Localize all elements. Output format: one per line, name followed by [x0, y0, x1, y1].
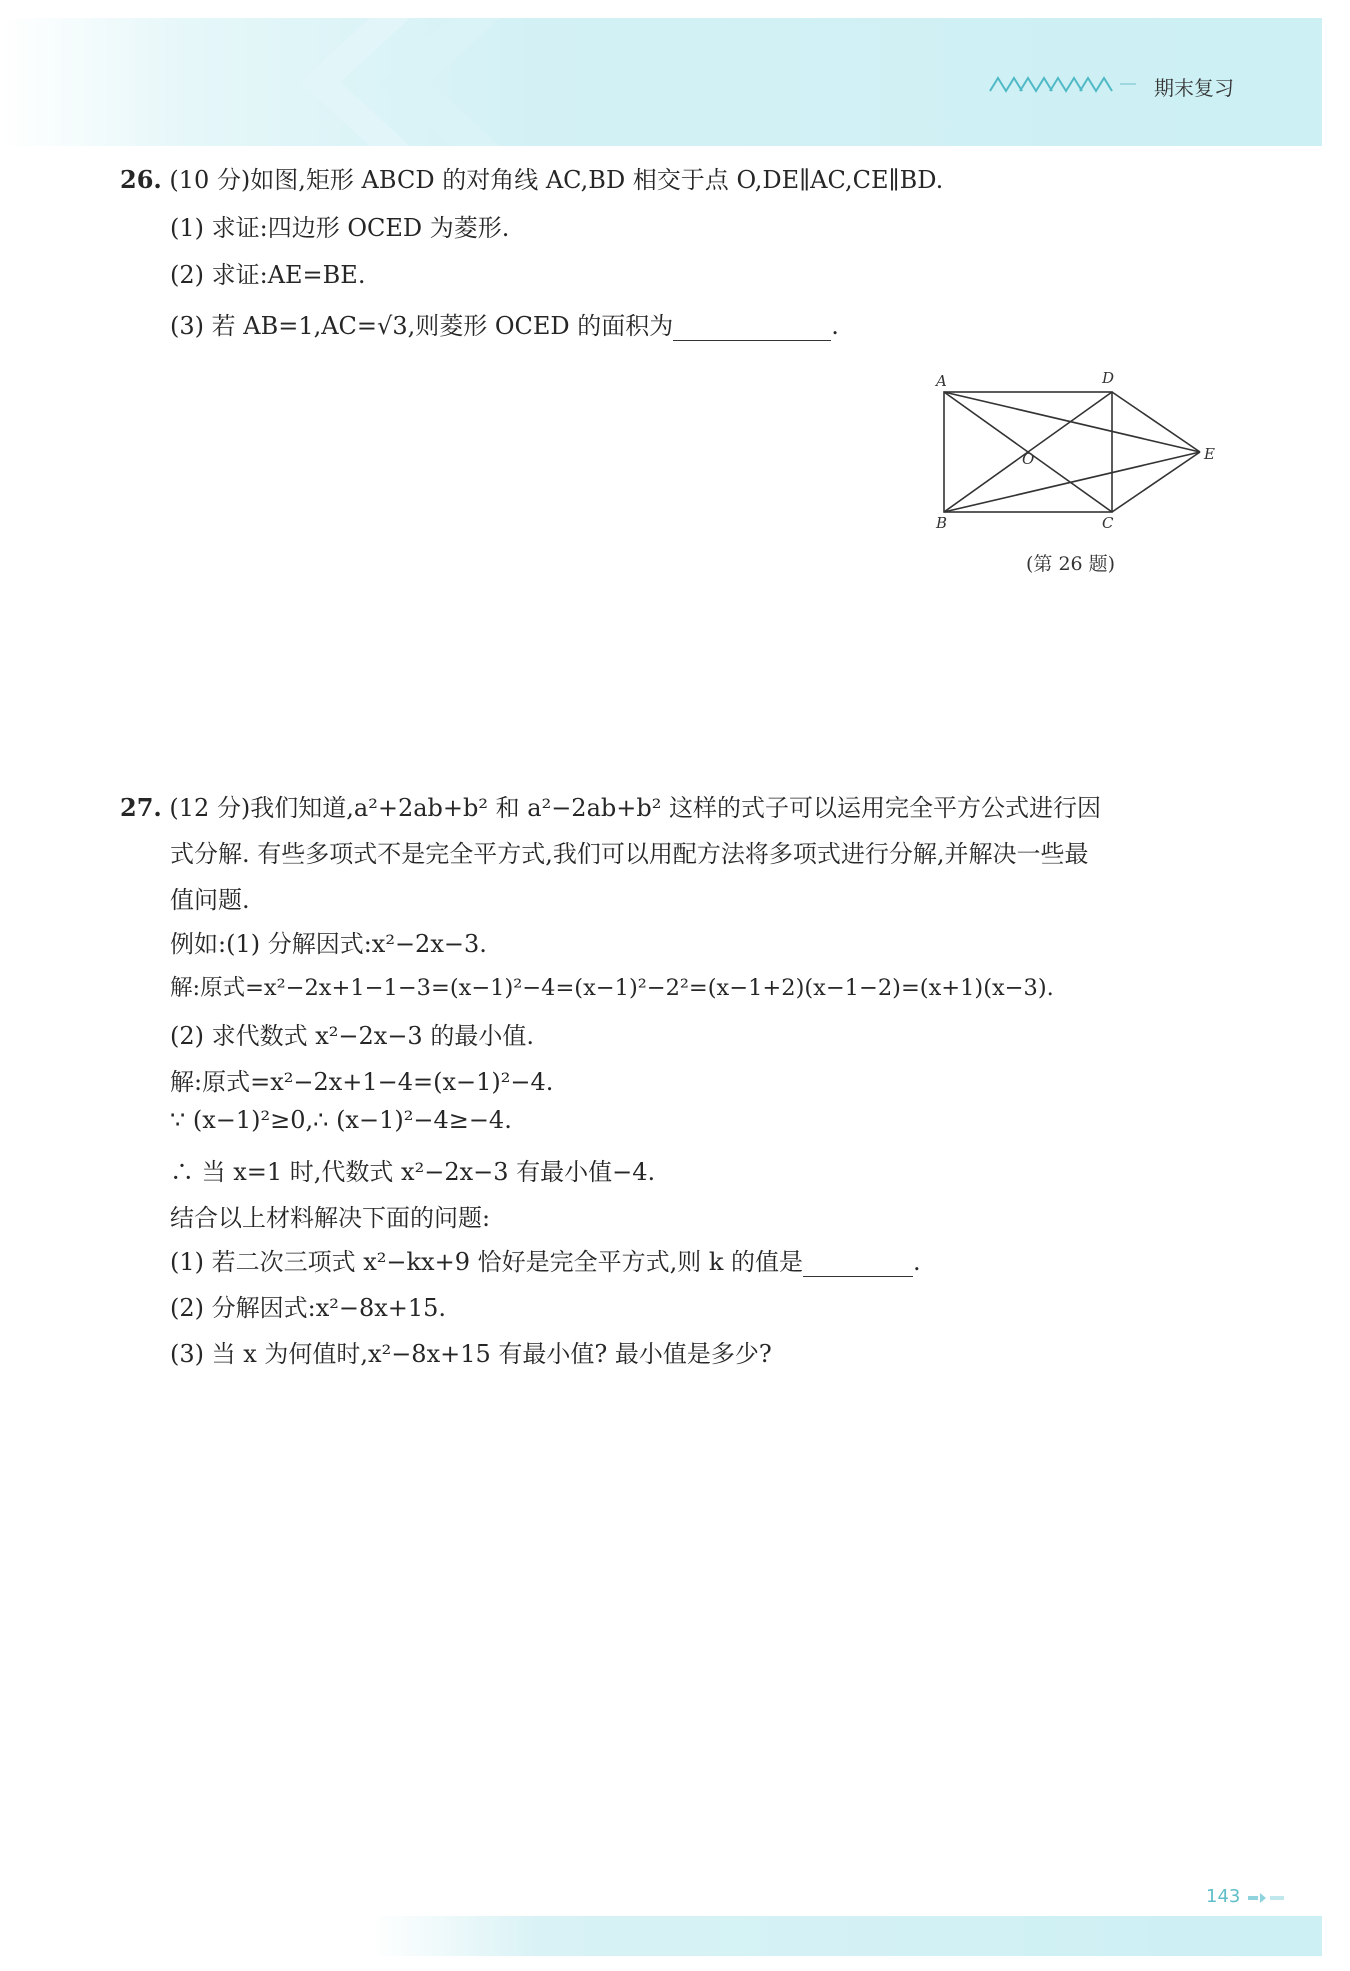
- q27-solution1: 解:原式=x²−2x+1−1−3=(x−1)²−4=(x−1)²−2²=(x−1+2)(x−1−2)=(x+1)(x−3).: [170, 975, 1054, 1001]
- q27-number: 27.: [120, 793, 162, 822]
- q27-example1: 例如:(1) 分解因式:x²−2x−3.: [170, 930, 487, 958]
- q27-intro-line1: [120, 788, 1101, 823]
- q26-stem: [120, 160, 943, 195]
- q26-part3: [170, 306, 839, 341]
- label-c: C: [1102, 514, 1114, 528]
- mountain-decoration-icon: [988, 75, 1138, 93]
- label-d: D: [1102, 369, 1115, 387]
- q26-part2: (2) 求证:AE=BE.: [170, 261, 366, 289]
- q26-part1: (1) 求证:四边形 OCED 为菱形.: [170, 214, 510, 242]
- q27-solution2: 解:原式=x²−2x+1−4=(x−1)²−4.: [170, 1068, 554, 1096]
- arrow-right-icon: [1248, 1893, 1288, 1903]
- q27-intro1: (12 分)我们知道,a²+2ab+b² 和 a²−2ab+b² 这样的式子可以运用完全平方公式进行因: [169, 794, 1101, 822]
- chevron-decoration-icon: [300, 18, 500, 146]
- label-a: A: [936, 372, 947, 390]
- q27-combine: 结合以上材料解决下面的问题:: [170, 1204, 491, 1232]
- q26-number: 26.: [120, 165, 162, 194]
- segment-be: [944, 452, 1200, 512]
- q27-intro-line3: 值问题.: [170, 886, 250, 914]
- segment-ae: [944, 392, 1200, 452]
- footer-band: [370, 1916, 1322, 1956]
- page-number: 143: [1206, 1886, 1241, 1907]
- q26-answer-blank[interactable]: [673, 318, 831, 341]
- q27-intro-line2: 式分解. 有些多项式不是完全平方式,我们可以用配方法将多项式进行分解,并解决一些最: [170, 840, 1089, 868]
- segment-de: [1112, 392, 1200, 452]
- q27-because: ∵ (x−1)²≥0,∴ (x−1)²−4≥−4.: [170, 1106, 512, 1134]
- label-b: B: [936, 514, 948, 528]
- q27-part1-text: (1) 若二次三项式 x²−kx+9 恰好是完全平方式,则 k 的值是: [170, 1248, 804, 1276]
- q26-part3-text: (3) 若 AB=1,AC=√3,则菱形 OCED 的面积为: [170, 312, 674, 340]
- q27-part3: (3) 当 x 为何值时,x²−8x+15 有最小值? 最小值是多少?: [170, 1340, 772, 1368]
- q26-figure-caption: (第 26 题): [1026, 553, 1116, 575]
- label-o: O: [1022, 450, 1035, 468]
- label-e: E: [1204, 445, 1215, 463]
- q27-part2: (2) 分解因式:x²−8x+15.: [170, 1294, 447, 1322]
- q27-part1: [170, 1242, 921, 1277]
- q27-part1-end: .: [913, 1248, 921, 1276]
- q26-figure: [928, 368, 1228, 528]
- q27-therefore: ∴ 当 x=1 时,代数式 x²−2x−3 有最小值−4.: [170, 1158, 656, 1186]
- q26-text: (10 分)如图,矩形 ABCD 的对角线 AC,BD 相交于点 O,DE∥AC,CE∥BD.: [169, 166, 944, 194]
- q26-part3-end: .: [831, 312, 839, 340]
- section-title: 期末复习: [1154, 76, 1234, 100]
- q27-answer-blank[interactable]: [803, 1254, 913, 1277]
- q27-example2: (2) 求代数式 x²−2x−3 的最小值.: [170, 1022, 534, 1050]
- segment-ce: [1112, 452, 1200, 512]
